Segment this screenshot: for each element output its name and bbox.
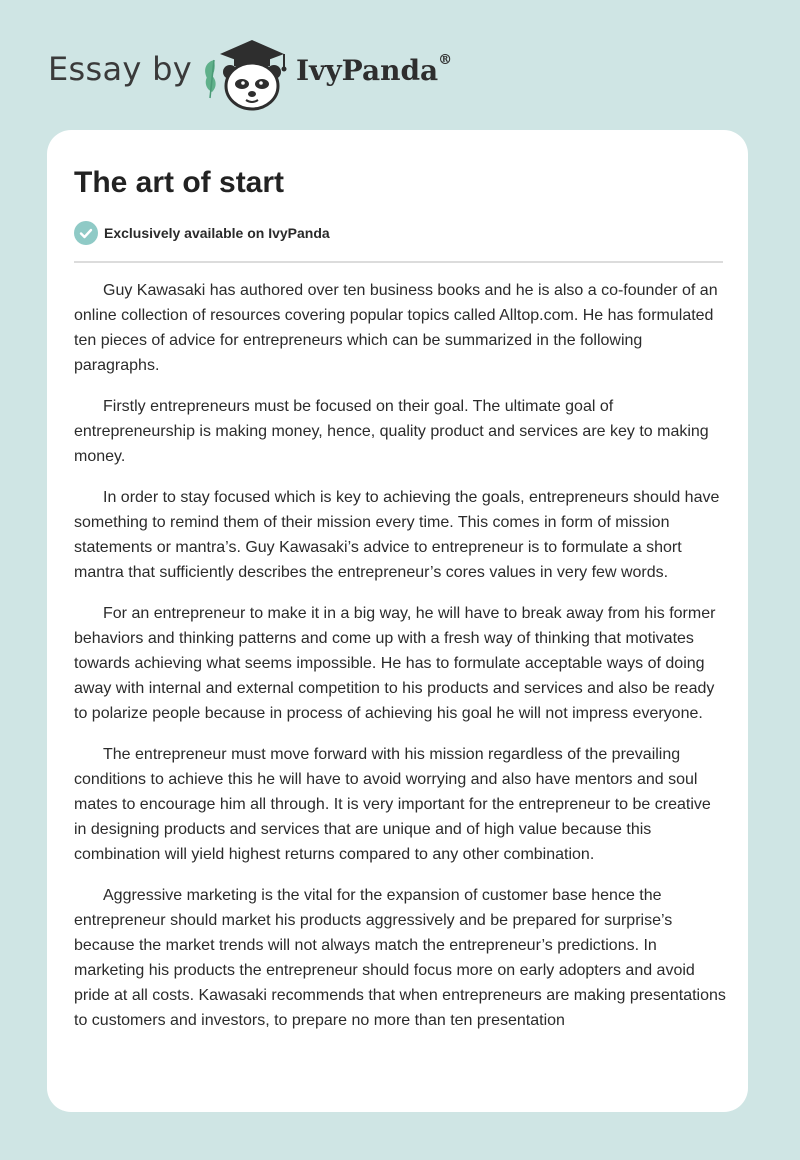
essay-body xyxy=(74,278,726,1049)
panda-graduate-icon[interactable] xyxy=(200,32,296,112)
essay-card xyxy=(47,130,748,1112)
site-header xyxy=(48,30,548,110)
paragraph: Guy Kawasaki has authored over ten business books and he is also a co-founder of an online collection of resources covering popular topics called Alltop.com. He has formulated ten pieces of advice for entrepreneurs which can be summarized in the following paragraphs. xyxy=(74,282,718,374)
paragraph: For an entrepreneur to make it in a big way, he will have to break away from his former behaviors and thinking patterns and come up with a fresh way of thinking that motivates towards achieving what seems impossible. He has to formulate acceptable ways of doing away with internal and external competition to his products and services and also be ready to polarize people because in process of achieving his goal he will not impress everyone. xyxy=(74,605,716,722)
brand-text: IvyPanda xyxy=(296,54,439,87)
exclusive-badge xyxy=(74,221,330,245)
page-title: The art of start xyxy=(74,166,285,199)
paragraph: The entrepreneur must move forward with his mission regardless of the prevailing conditions to achieve this he will have to avoid worrying and also have mentors and soul mates to encourage him all through. It is very important for the entrepreneur to be creative in designing products and services that are unique and of high value because this combination will yield highest returns compared to any other combination. xyxy=(74,746,711,863)
essay-by-label: Essay by xyxy=(48,50,192,88)
paragraph: Firstly entrepreneurs must be focused on their goal. The ultimate goal of entrepreneurship is making money, hence, quality product and services are key to making money. xyxy=(74,398,709,465)
paragraph: In order to stay focused which is key to achieving the goals, entrepreneurs should have something to remind them of their mission every time. This comes in form of mission statements or mantra’s. Guy Kawasaki’s advice to entrepreneur is to formulate a short mantra that sufficiently describes the entrepreneur’s cores values in very few words. xyxy=(74,489,720,581)
exclusive-badge-label: Exclusively available on IvyPanda xyxy=(104,225,330,241)
brand-name[interactable] xyxy=(296,54,452,87)
trademark-symbol: ® xyxy=(438,52,453,68)
divider xyxy=(74,261,723,263)
paragraph: Aggressive marketing is the vital for the expansion of customer base hence the entrepreneur should market his products aggressively and be prepared for surprise’s because the market trends will not always match the entrepreneur’s predictions. In marketing his products the entrepreneur should focus more on early adopters and avoid pride at all costs. Kawasaki recommends that when entrepreneurs are making presentations to customers and investors, to prepare no more than ten presentation xyxy=(74,887,726,1029)
check-circle-icon xyxy=(74,221,98,245)
